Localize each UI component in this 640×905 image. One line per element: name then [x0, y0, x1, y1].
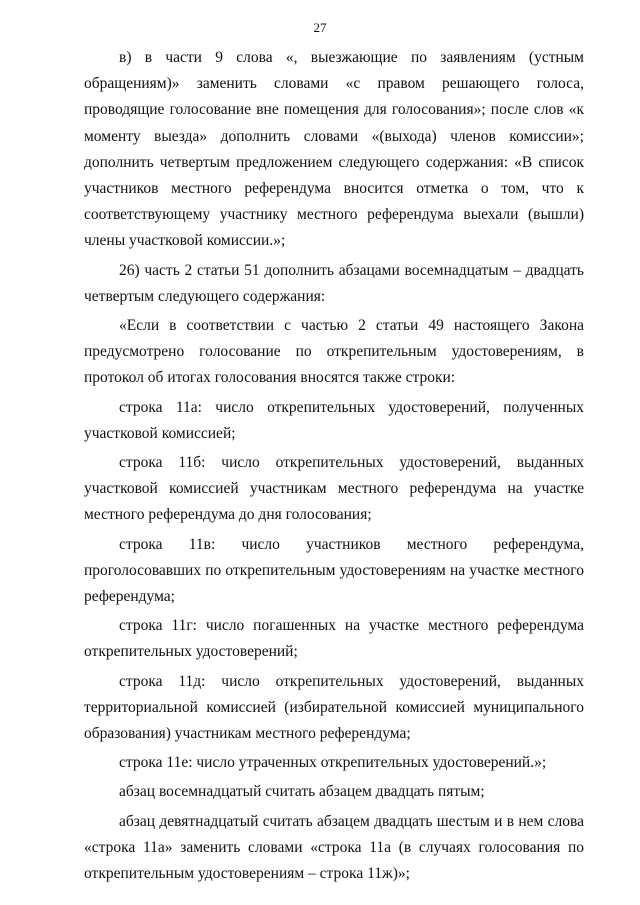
paragraph-line-11e: строка 11е: число утраченных открепительных удостоверений.»;: [119, 754, 547, 772]
paragraph-line-11b: строка 11б: число открепительных удостоверений, выданных участковой комиссией участникам местного референдума на участке местного референдума до дня голосования;: [84, 454, 584, 524]
paragraph-26-article-51: 26) часть 2 статьи 51 дополнить абзацами восемнадцатым – двадцать четвертым следующего содержания:: [84, 261, 584, 305]
paragraph-line-11a: строка 11а: число открепительных удостоверений, полученных участковой комиссией;: [84, 398, 584, 442]
paragraph-line-11v: строка 11в: число участников местного референдума, проголосовавших по открепительным удостоверениям на участке местного референдума;: [84, 535, 584, 606]
page-number: 27: [313, 20, 327, 35]
paragraph-v-part-9: в) в части 9 слова «, выезжающие по заявлениям (устным обращениям)» заменить словами «с правом решающего голоса, проводящие голосование вне помещения для голосования»; после слов «к моменту выезда» дополнить словами «(выхода) членов комиссии»; дополнить четвертым предложением следующего содержания: «В список участников местного референдума вносится отметка о том, что к соответствующему участнику местного референдума выехали (вышли) члены участковой комиссии.»;: [84, 49, 584, 250]
paragraph-line-11d: строка 11д: число открепительных удостоверений, выданных территориальной комиссией (избирательной комиссией муниципального образования) участникам местного референдума;: [84, 672, 584, 743]
document-body: [84, 45, 584, 887]
paragraph-19th-abzac: абзац девятнадцатый считать абзацем двадцать шестым и в нем слова «строка 11а» заменить словами «строка 11а (в случаях голосования по открепительным удостоверениям – строка 11ж)»;: [84, 812, 584, 883]
paragraph-protocol-intro: «Если в соответствии с частью 2 статьи 49 настоящего Закона предусмотрено голосование по открепительным удостоверениям, в протокол об итогах голосования вносятся также строки:: [84, 317, 584, 387]
paragraph-18th-abzac: абзац восемнадцатый считать абзацем двадцать пятым;: [119, 783, 485, 801]
paragraph-line-11g: строка 11г: число погашенных на участке местного референдума открепительных удостоверений;: [84, 617, 584, 661]
